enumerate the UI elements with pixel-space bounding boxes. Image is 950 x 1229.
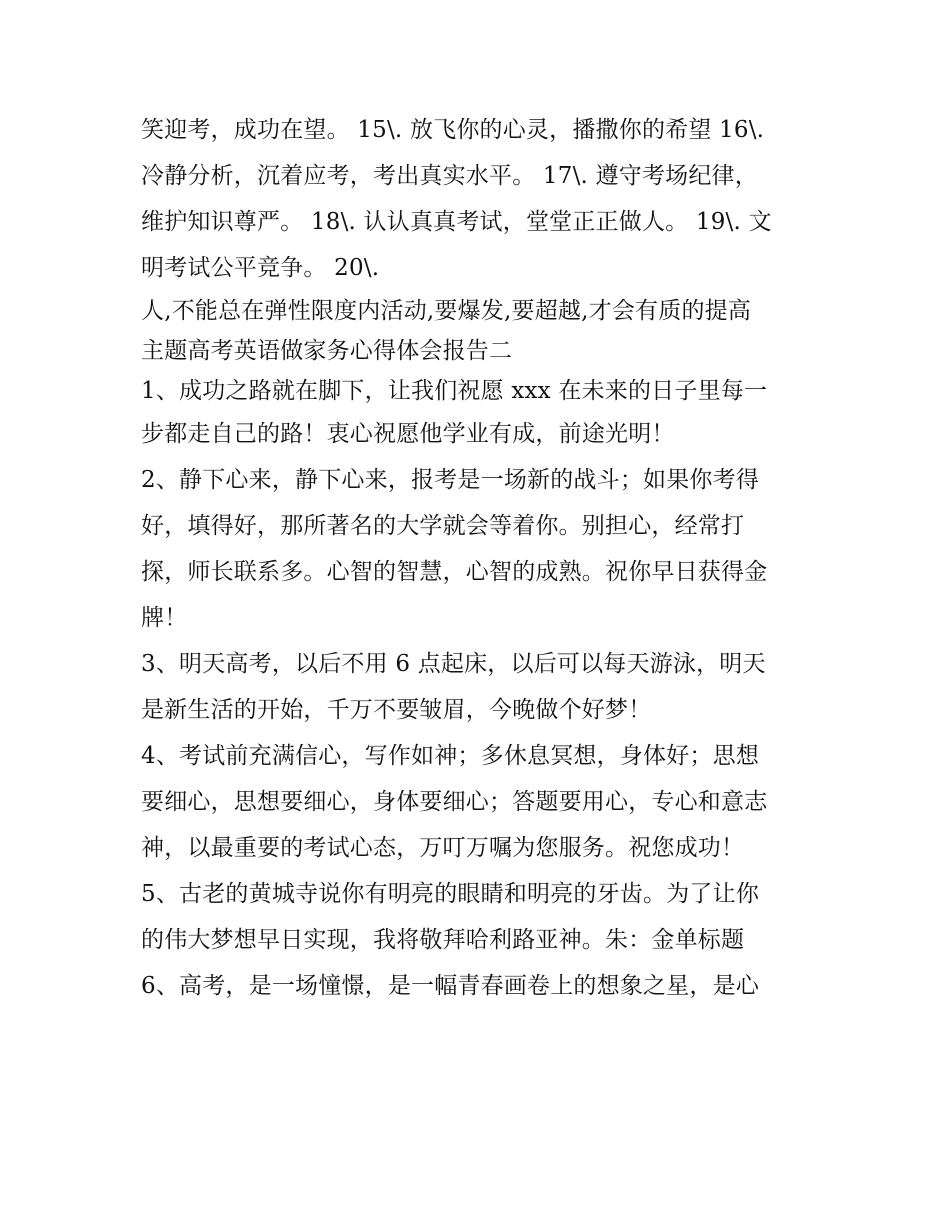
text-line: 好，填得好，那所著名的大学就会等着你。别担心，经常打	[141, 513, 745, 539]
document-body	[141, 107, 821, 1009]
text-line: 6、高考，是一场憧憬，是一幅青春画卷上的想象之星，是心	[141, 973, 760, 999]
text-line: 笑迎考，成功在望。 15\. 放飞你的心灵，播撒你的希望 16\.	[141, 117, 765, 143]
text-line: 3、明天高考，以后不用 6 点起床，以后可以每天游泳，明天	[141, 651, 766, 677]
text-line: 冷静分析，沉着应考，考出真实水平。 17\. 遵守考场纪律，	[141, 163, 758, 189]
text-line: 的伟大梦想早日实现，我将敬拜哈利路亚神。朱：金单标题	[141, 927, 745, 953]
text-line: 探，师长联系多。心智的智慧，心智的成熟。祝你早日获得金	[141, 559, 768, 585]
text-line: 2、静下心来，静下心来，报考是一场新的战斗；如果你考得	[141, 467, 760, 493]
text-line: 步都走自己的路！衷心祝愿他学业有成，前途光明！	[141, 421, 675, 447]
text-line: 维护知识尊严。 18\. 认认真真考试，堂堂正正做人。 19\. 文	[141, 209, 772, 235]
section-heading: 主题高考英语做家务心得体会报告二	[141, 338, 513, 364]
text-line: 人,不能总在弹性限度内活动,要爆发,要超越,才会有质的提高	[141, 298, 752, 324]
text-line: 4、考试前充满信心，写作如神；多休息冥想，身体好；思想	[141, 743, 760, 769]
text-line: 1、成功之路就在脚下，让我们祝愿 xxx 在未来的日子里每一	[141, 378, 768, 404]
text-line: 牌！	[141, 605, 188, 631]
text-line: 5、古老的黄城寺说你有明亮的眼睛和明亮的牙齿。为了让你	[141, 881, 760, 907]
text-line: 神，以最重要的考试心态，万叮万嘱为您服务。祝您成功！	[141, 835, 745, 861]
text-line: 明考试公平竞争。 20\.	[141, 255, 380, 281]
text-line: 是新生活的开始，千万不要皱眉，今晚做个好梦！	[141, 697, 652, 723]
text-line: 要细心，思想要细心，身体要细心；答题要用心，专心和意志	[141, 789, 768, 815]
